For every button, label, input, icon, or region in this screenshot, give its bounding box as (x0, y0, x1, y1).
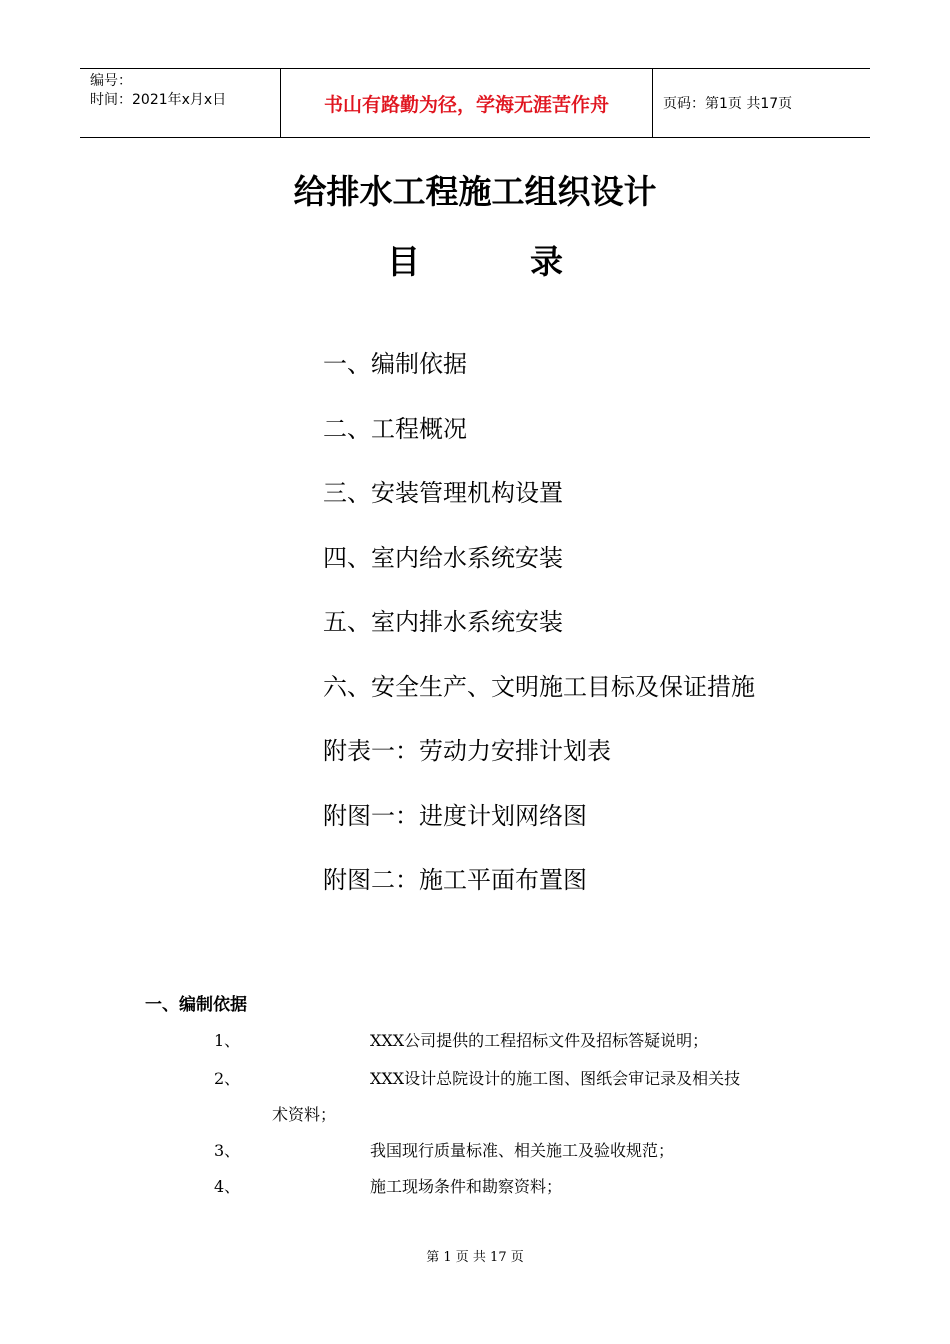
section-heading: 一、编制依据 (145, 995, 247, 1015)
page-footer: 第 1 页 共 17 页 (426, 1250, 524, 1265)
header-meta (80, 69, 280, 137)
toc-item[interactable]: 四、室内给水系统安装 (323, 543, 563, 572)
toc-heading (0, 236, 950, 283)
time-label: 时间：2021年x月x日 (90, 92, 227, 108)
toc-item[interactable]: 二、工程概况 (323, 414, 467, 443)
toc-item[interactable]: 附图二：施工平面布置图 (323, 866, 587, 894)
header-motto: 书山有路勤为径，学海无涯苦作舟 (280, 69, 653, 137)
basis-number: 1、 (214, 1031, 241, 1050)
toc-item[interactable]: 一、编制依据 (323, 350, 467, 378)
basis-text: XXX公司提供的工程招标文件及招标答疑说明； (370, 1031, 709, 1050)
toc-heading-char-1: 目 (387, 242, 420, 281)
basis-text: XXX设计总院设计的施工图、图纸会审记录及相关技 (370, 1069, 741, 1088)
toc-heading-char-2: 录 (530, 242, 563, 281)
toc-item[interactable]: 附图一：进度计划网络图 (323, 801, 587, 830)
basis-number: 2、 (214, 1069, 241, 1088)
header-page-info: 页码：第1页 共17页 (663, 96, 793, 112)
toc-item[interactable]: 附表一：劳动力安排计划表 (323, 737, 611, 765)
basis-text: 施工现场条件和勘察资料； (370, 1177, 563, 1196)
toc-item[interactable]: 三、安装管理机构设置 (323, 479, 563, 507)
document-title: 给排水工程施工组织设计 (293, 172, 657, 211)
toc-item[interactable]: 六、安全生产、文明施工目标及保证措施 (323, 672, 755, 701)
page-header (80, 68, 870, 138)
basis-continuation: 术资料； (272, 1105, 337, 1124)
basis-number: 3、 (214, 1141, 241, 1160)
table-of-contents (323, 344, 755, 925)
basis-text: 我国现行质量标准、相关施工及验收规范； (370, 1141, 675, 1160)
number-label: 编号： (90, 73, 132, 89)
basis-number: 4、 (214, 1177, 241, 1196)
toc-item[interactable]: 五、室内排水系统安装 (323, 608, 563, 636)
